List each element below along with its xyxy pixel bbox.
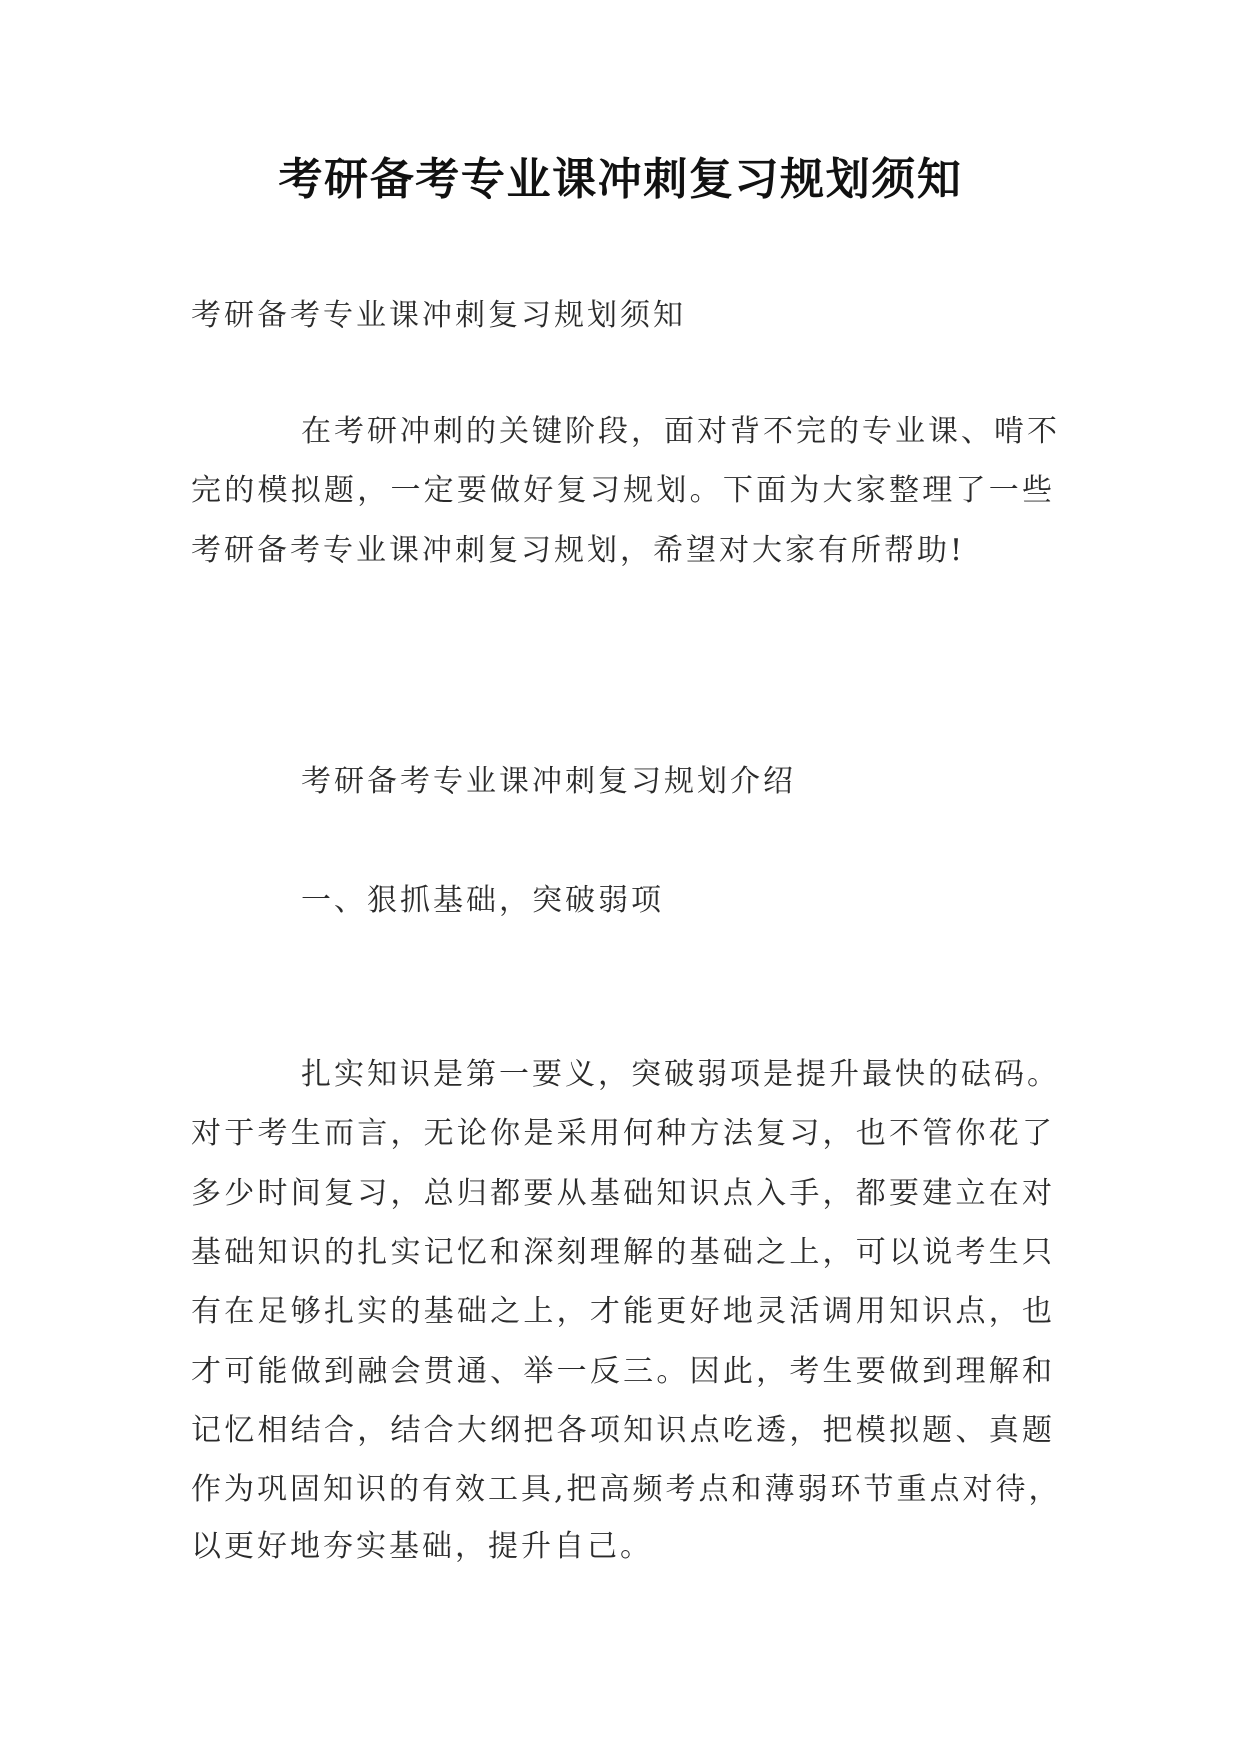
- body-paragraph-line: 基础知识的扎实记忆和深刻理解的基础之上，可以说考生只: [191, 1235, 1055, 1270]
- body-paragraph-line: 作为巩固知识的有效工具,把高频考点和薄弱环节重点对待，: [191, 1472, 1062, 1507]
- section-heading: 考研备考专业课冲刺复习规划介绍: [301, 764, 796, 799]
- body-paragraph-line: 有在足够扎实的基础之上，才能更好地灵活调用知识点，也: [191, 1294, 1055, 1329]
- body-paragraph-line: 对于考生而言，无论你是采用何种方法复习，也不管你花了: [191, 1116, 1055, 1151]
- subsection-heading: 一、狠抓基础，突破弱项: [301, 883, 664, 918]
- document-subtitle: 考研备考专业课冲刺复习规划须知: [191, 298, 686, 333]
- body-paragraph-line: 才可能做到融会贯通、举一反三。因此，考生要做到理解和: [191, 1354, 1055, 1389]
- intro-paragraph-line: 完的模拟题，一定要做好复习规划。下面为大家整理了一些: [191, 473, 1055, 508]
- intro-paragraph-line: 考研备考专业课冲刺复习规划，希望对大家有所帮助!: [191, 533, 966, 568]
- body-paragraph-line: 以更好地夯实基础，提升自己。: [191, 1529, 653, 1564]
- body-paragraph-line: 扎实知识是第一要义，突破弱项是提升最快的砝码。: [301, 1057, 1060, 1092]
- intro-paragraph-line: 在考研冲刺的关键阶段，面对背不完的专业课、啃不: [301, 414, 1060, 449]
- body-paragraph-line: 记忆相结合，结合大纲把各项知识点吃透，把模拟题、真题: [191, 1413, 1055, 1448]
- body-paragraph-line: 多少时间复习，总归都要从基础知识点入手，都要建立在对: [191, 1176, 1055, 1211]
- document-title: 考研备考专业课冲刺复习规划须知: [278, 154, 963, 205]
